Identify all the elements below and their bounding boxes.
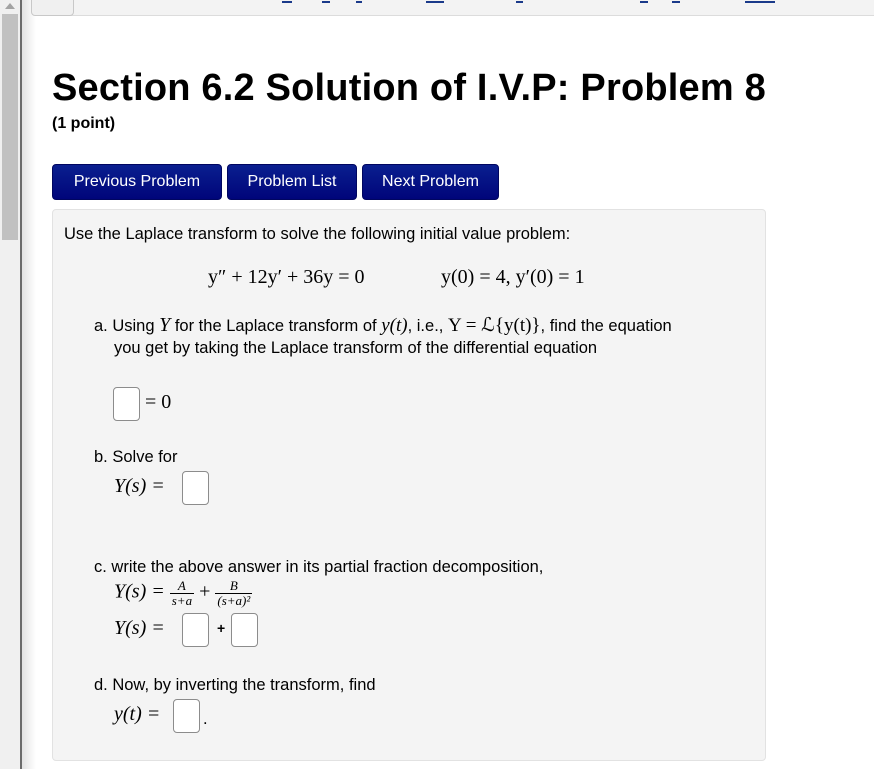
part-a-prefix: a. Using xyxy=(94,317,155,335)
top-link-fragment[interactable] xyxy=(282,1,292,3)
top-link-fragment[interactable] xyxy=(672,1,680,3)
form-lhs: Y(s) = xyxy=(114,580,165,603)
part-c-answer1-input[interactable] xyxy=(182,613,209,647)
page-scrollbar[interactable] xyxy=(0,0,20,769)
previous-problem-button[interactable]: Previous Problem xyxy=(52,164,222,200)
part-d-lhs: y(t) = xyxy=(114,703,161,725)
problem-panel xyxy=(52,209,766,761)
fraction-a xyxy=(170,579,194,607)
part-b-answer-input[interactable] xyxy=(182,471,209,505)
top-link-fragment[interactable] xyxy=(322,1,330,3)
part-a-ie: , i.e., xyxy=(407,317,444,335)
part-c-plus: + xyxy=(217,620,226,636)
part-a-text-line2: you get by taking the Laplace transform of the differential equation xyxy=(114,339,598,357)
Y-symbol: Y xyxy=(159,314,171,336)
next-problem-button[interactable]: Next Problem xyxy=(362,164,499,200)
top-link-fragment[interactable] xyxy=(426,1,444,3)
partial-fraction-form xyxy=(114,579,252,607)
fraction-a-numerator: A xyxy=(170,579,194,594)
part-c-label: c. write the above answer in its partial fraction decomposition, xyxy=(94,558,544,576)
part-a-rhs: = 0 xyxy=(145,391,172,413)
problem-list-button[interactable]: Problem List xyxy=(227,164,357,200)
differential-equation: y″ + 12y′ + 36y = 0 xyxy=(208,266,365,288)
part-d-answer-input[interactable] xyxy=(173,699,200,733)
y-of-t-symbol: y(t) xyxy=(381,315,408,336)
laplace-definition: Y = ℒ{y(t)} xyxy=(447,315,541,336)
fraction-a-denominator: s+a xyxy=(171,592,193,608)
form-plus: + xyxy=(199,580,211,603)
page-title: Section 6.2 Solution of I.V.P: Problem 8 xyxy=(52,67,766,109)
fraction-b-numerator: B xyxy=(215,579,252,594)
top-link-fragment[interactable] xyxy=(516,1,523,3)
part-d-period: . xyxy=(203,710,208,728)
part-b-lhs: Y(s) = xyxy=(114,475,165,497)
part-c-lhs: Y(s) = xyxy=(114,617,165,639)
top-link-fragment[interactable] xyxy=(640,1,648,3)
problem-intro: Use the Laplace transform to solve the following initial value problem: xyxy=(64,225,571,243)
part-a-suffix: , find the equation xyxy=(540,317,672,335)
scroll-up-arrow-icon[interactable] xyxy=(5,3,15,9)
top-link-fragment[interactable] xyxy=(745,1,775,3)
initial-conditions: y(0) = 4, y′(0) = 1 xyxy=(441,266,585,288)
fraction-b xyxy=(215,579,252,607)
part-a-text-line1 xyxy=(94,314,672,337)
top-toggle-button[interactable] xyxy=(31,0,74,16)
top-link-fragment[interactable] xyxy=(356,1,362,3)
part-a-mid: for the Laplace transform of xyxy=(174,317,377,335)
part-a-answer-input[interactable] xyxy=(113,387,140,421)
frame-shadow xyxy=(22,0,36,769)
scroll-thumb[interactable] xyxy=(2,14,18,240)
part-b-label: b. Solve for xyxy=(94,448,178,466)
points-label: (1 point) xyxy=(52,115,116,132)
fraction-b-denominator: (s+a)² xyxy=(217,592,251,608)
part-c-answer2-input[interactable] xyxy=(231,613,258,647)
part-d-label: d. Now, by inverting the transform, find xyxy=(94,676,376,694)
